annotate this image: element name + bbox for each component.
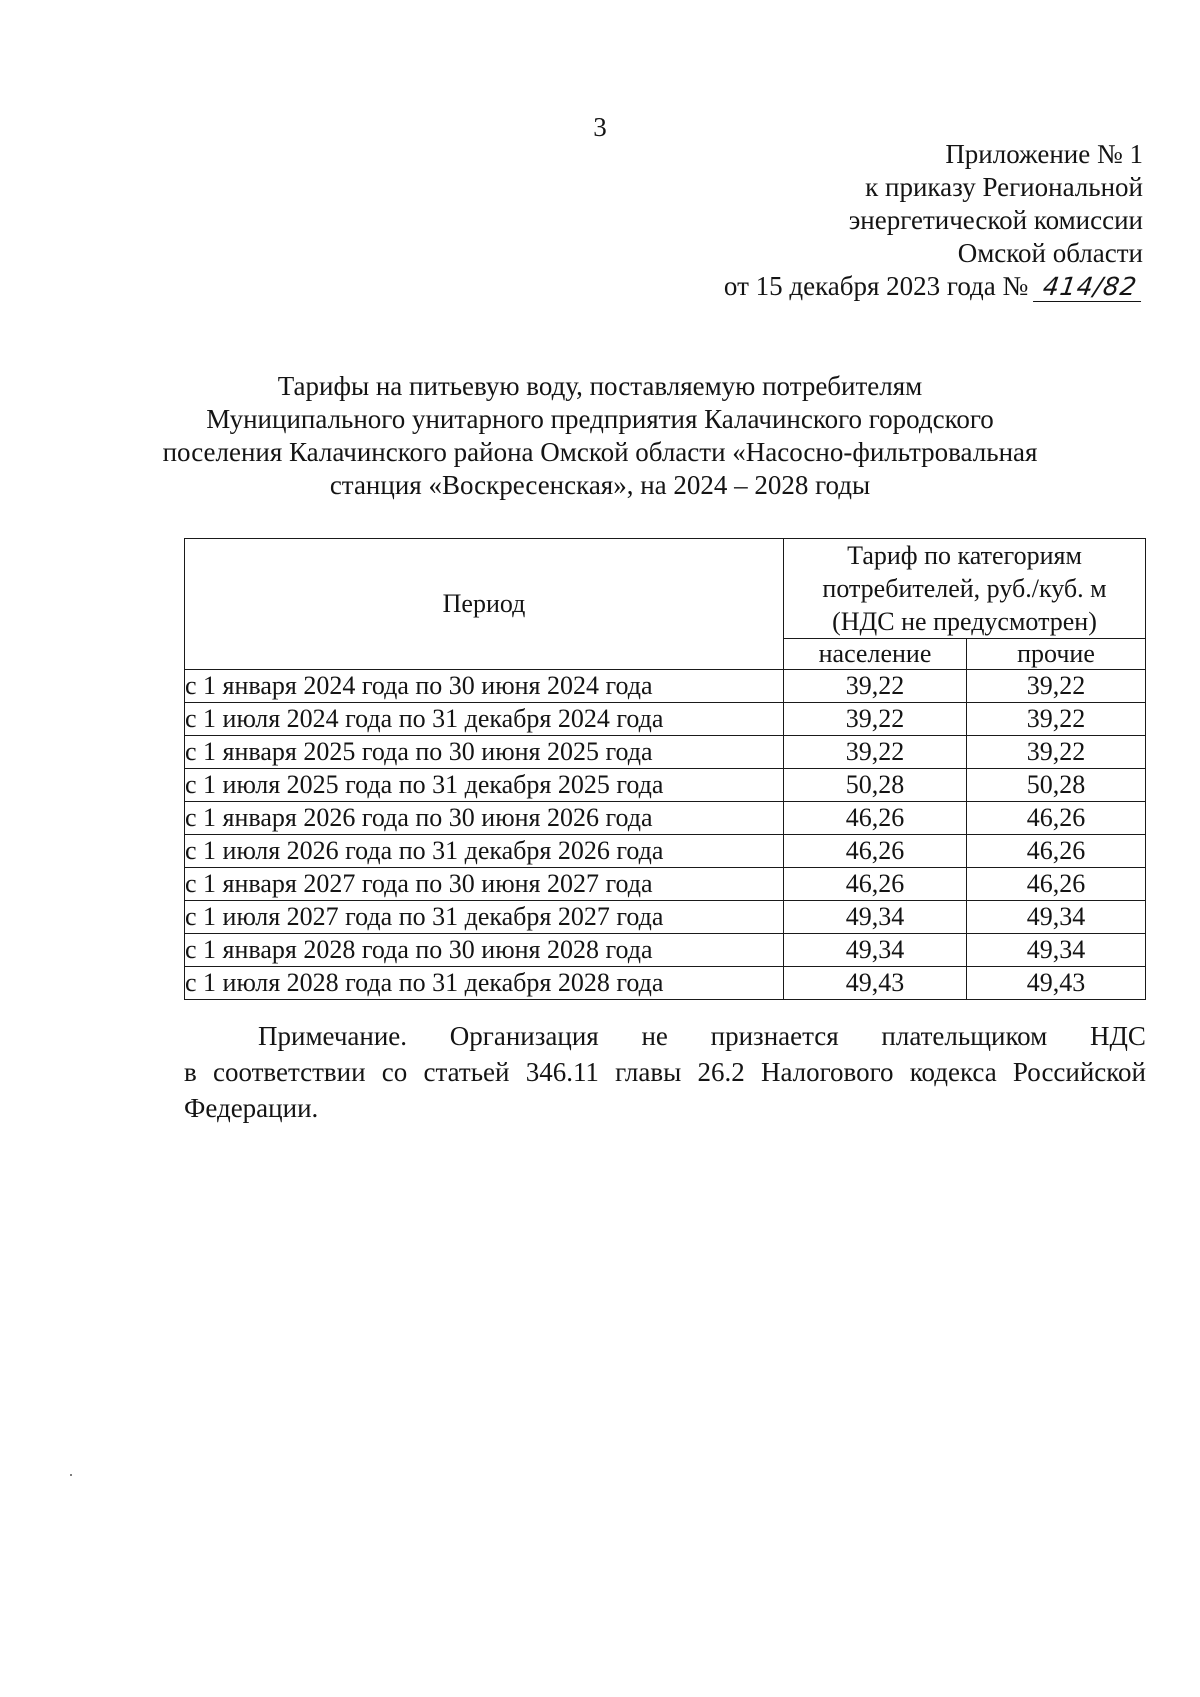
table-row <box>185 835 1146 868</box>
tariff-table <box>184 538 1146 1000</box>
tariff-header-line-1: Тариф по категориям <box>847 541 1082 570</box>
table-row <box>185 802 1146 835</box>
other-tariff-cell: 39,22 <box>967 670 1146 703</box>
population-column-header: население <box>784 639 967 670</box>
note-line-1 <box>184 1018 1146 1054</box>
period-cell: с 1 января 2024 года по 30 июня 2024 года <box>185 670 784 703</box>
order-number: 414/82 <box>1033 273 1145 302</box>
other-tariff-cell: 46,26 <box>967 802 1146 835</box>
other-tariff-cell: 49,34 <box>967 934 1146 967</box>
table-row <box>185 967 1146 1000</box>
note-paragraph <box>184 1018 1146 1126</box>
note-word: признается <box>710 1021 839 1051</box>
title-line-3: поселения Калачинского района Омской области «Насосно-фильтровальная <box>162 437 1038 467</box>
period-cell: с 1 января 2025 года по 30 июня 2025 года <box>185 736 784 769</box>
table-row <box>185 901 1146 934</box>
appendix-date-line <box>724 270 1143 303</box>
note-word: 346.11 <box>525 1057 599 1087</box>
population-tariff-cell: 50,28 <box>784 769 967 802</box>
other-tariff-cell: 46,26 <box>967 835 1146 868</box>
note-word: кодекса <box>909 1057 997 1087</box>
period-cell: с 1 июля 2026 года по 31 декабря 2026 года <box>185 835 784 868</box>
note-word: Организация <box>449 1021 599 1051</box>
note-word: со <box>381 1057 408 1087</box>
appendix-date-prefix: от 15 декабря 2023 года № <box>723 271 1029 301</box>
other-tariff-cell: 46,26 <box>967 868 1146 901</box>
note-word: Налогового <box>760 1057 894 1087</box>
table-row <box>185 868 1146 901</box>
period-cell: с 1 июля 2027 года по 31 декабря 2027 года <box>185 901 784 934</box>
other-tariff-cell: 49,43 <box>967 967 1146 1000</box>
population-tariff-cell: 39,22 <box>784 703 967 736</box>
note-word: НДС <box>1090 1021 1146 1051</box>
table-row <box>185 934 1146 967</box>
other-column-header: прочие <box>967 639 1146 670</box>
other-tariff-cell: 39,22 <box>967 703 1146 736</box>
note-word: Примечание. <box>258 1021 408 1051</box>
note-word: Российской <box>1012 1057 1146 1087</box>
appendix-line-2: к приказу Региональной <box>865 172 1143 202</box>
population-tariff-cell: 49,43 <box>784 967 967 1000</box>
table-row <box>185 769 1146 802</box>
tariff-header-line-3: (НДС не предусмотрен) <box>832 607 1097 636</box>
table-row <box>185 736 1146 769</box>
table-header-row <box>185 539 1146 639</box>
period-cell: с 1 января 2027 года по 30 июня 2027 года <box>185 868 784 901</box>
title-line-2: Муниципального унитарного предприятия Калачинского городского <box>206 404 994 434</box>
period-cell: с 1 июля 2025 года по 31 декабря 2025 года <box>185 769 784 802</box>
period-column-header: Период <box>185 539 784 670</box>
note-word: статьей <box>423 1057 510 1087</box>
appendix-header <box>724 138 1143 303</box>
page-number: 3 <box>593 112 607 142</box>
population-tariff-cell: 49,34 <box>784 934 967 967</box>
note-word: главы <box>615 1057 682 1087</box>
population-tariff-cell: 39,22 <box>784 670 967 703</box>
other-tariff-cell: 39,22 <box>967 736 1146 769</box>
population-tariff-cell: 49,34 <box>784 901 967 934</box>
population-tariff-cell: 46,26 <box>784 802 967 835</box>
period-cell: с 1 июля 2024 года по 31 декабря 2024 года <box>185 703 784 736</box>
title-line-4: станция «Воскресенская», на 2024 – 2028 годы <box>329 470 871 500</box>
appendix-line-3: энергетической комиссии <box>848 205 1143 235</box>
other-tariff-cell: 50,28 <box>967 769 1146 802</box>
note-word: соответствии <box>212 1057 366 1087</box>
scan-speck <box>70 1474 72 1476</box>
table-row <box>185 670 1146 703</box>
population-tariff-cell: 39,22 <box>784 736 967 769</box>
note-word: не <box>641 1021 668 1051</box>
period-cell: с 1 января 2026 года по 30 июня 2026 года <box>185 802 784 835</box>
title-line-1: Тарифы на питьевую воду, поставляемую потребителям <box>277 371 923 401</box>
tariff-header-line-2: потребителей, руб./куб. м <box>822 574 1107 603</box>
note-word: плательщиком <box>881 1021 1048 1051</box>
document-title <box>150 370 1050 502</box>
appendix-line-1: Приложение № 1 <box>945 139 1143 169</box>
population-tariff-cell: 46,26 <box>784 868 967 901</box>
period-cell: с 1 июля 2028 года по 31 декабря 2028 года <box>185 967 784 1000</box>
note-line-3: Федерации. <box>184 1093 319 1123</box>
note-word: 26.2 <box>697 1057 745 1087</box>
appendix-line-4: Омской области <box>957 238 1143 268</box>
period-cell: с 1 января 2028 года по 30 июня 2028 года <box>185 934 784 967</box>
population-tariff-cell: 46,26 <box>784 835 967 868</box>
tariff-column-header <box>784 539 1146 639</box>
table-row <box>185 703 1146 736</box>
other-tariff-cell: 49,34 <box>967 901 1146 934</box>
note-word: в <box>184 1057 197 1087</box>
note-line-2 <box>184 1054 1146 1090</box>
